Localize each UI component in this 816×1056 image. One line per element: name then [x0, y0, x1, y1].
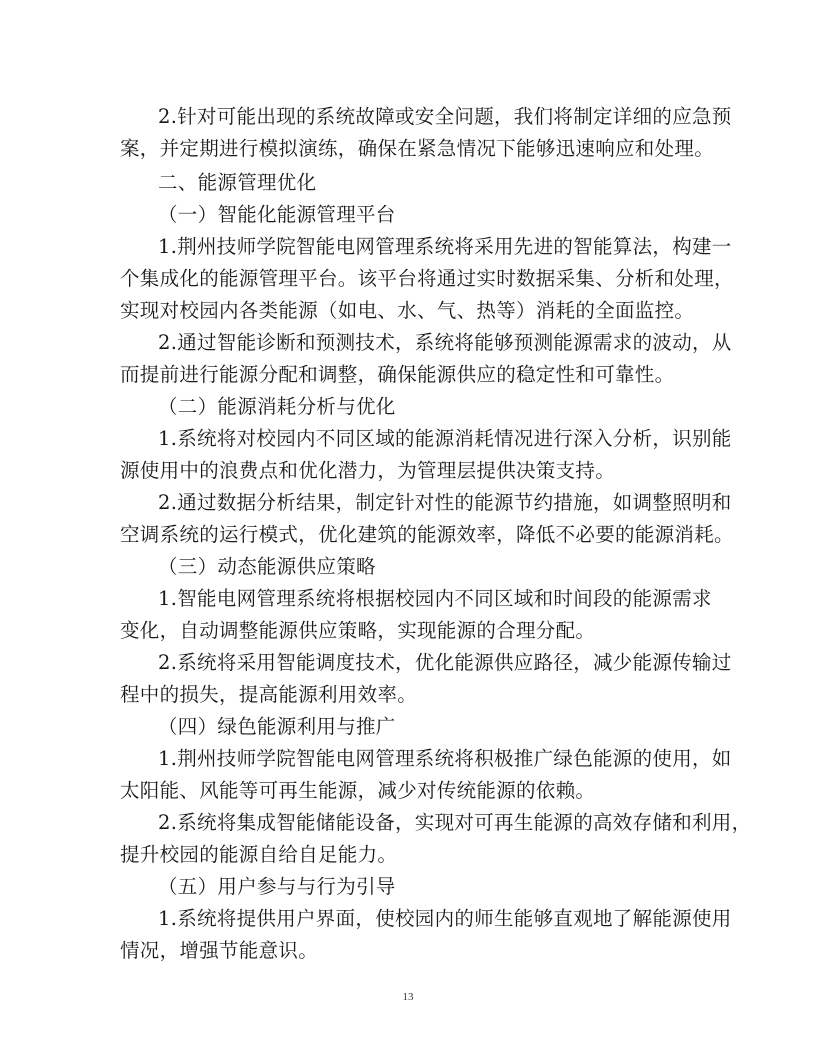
paragraph-line: 1.荆州技师学院智能电网管理系统将积极推广绿色能源的使用，如: [158, 747, 732, 770]
paragraph-line: 2.通过智能诊断和预测技术，系统将能够预测能源需求的波动，从: [158, 331, 732, 354]
paragraph-line: 个集成化的能源管理平台。该平台将通过实时数据采集、分析和处理，: [120, 267, 734, 290]
paragraph-line: 2.针对可能出现的系统故障或安全问题，我们将制定详细的应急预: [158, 105, 732, 128]
subsection-heading: （五）用户参与与行为引导: [158, 875, 396, 898]
paragraph-line: 提升校园的能源自给自足能力。: [120, 843, 398, 866]
subsection-heading: （一）智能化能源管理平台: [158, 203, 396, 226]
paragraph-line: 源使用中的浪费点和优化潜力，为管理层提供决策支持。: [120, 459, 616, 482]
paragraph-line: 案，并定期进行模拟演练，确保在紧急情况下能够迅速响应和处理。: [120, 137, 715, 160]
paragraph-line: 1.系统将提供用户界面，使校园内的师生能够直观地了解能源使用: [158, 907, 732, 930]
paragraph-line: 2.系统将集成智能储能设备，实现对可再生能源的高效存储和利用，: [158, 811, 752, 834]
paragraph-line: 实现对校园内各类能源（如电、水、气、热等）消耗的全面监控。: [120, 299, 695, 322]
paragraph-line: 太阳能、风能等可再生能源，减少对传统能源的依赖。: [120, 779, 596, 802]
paragraph-line: 程中的损失，提高能源利用效率。: [120, 683, 418, 706]
subsection-heading: （四）绿色能源利用与推广: [158, 715, 396, 738]
paragraph-line: 而提前进行能源分配和调整，确保能源供应的稳定性和可靠性。: [120, 363, 675, 386]
paragraph-line: 2.系统将采用智能调度技术，优化能源供应路径，减少能源传输过: [158, 651, 732, 674]
paragraph-line: 空调系统的运行模式，优化建筑的能源效率，降低不必要的能源消耗。: [120, 523, 734, 546]
paragraph-line: 变化，自动调整能源供应策略，实现能源的合理分配。: [120, 619, 596, 642]
section-heading: 二、能源管理优化: [158, 171, 317, 194]
page-number: 13: [402, 991, 414, 1003]
paragraph-line: 2.通过数据分析结果，制定针对性的能源节约措施，如调整照明和: [158, 491, 732, 514]
paragraph-line: 1.智能电网管理系统将根据校园内不同区域和时间段的能源需求: [158, 587, 712, 610]
paragraph-line: 1.荆州技师学院智能电网管理系统将采用先进的智能算法，构建一: [158, 235, 732, 258]
paragraph-line: 1.系统将对校园内不同区域的能源消耗情况进行深入分析，识别能: [158, 427, 732, 450]
subsection-heading: （二）能源消耗分析与优化: [158, 395, 396, 418]
paragraph-line: 情况，增强节能意识。: [120, 939, 319, 962]
subsection-heading: （三）动态能源供应策略: [158, 555, 376, 578]
